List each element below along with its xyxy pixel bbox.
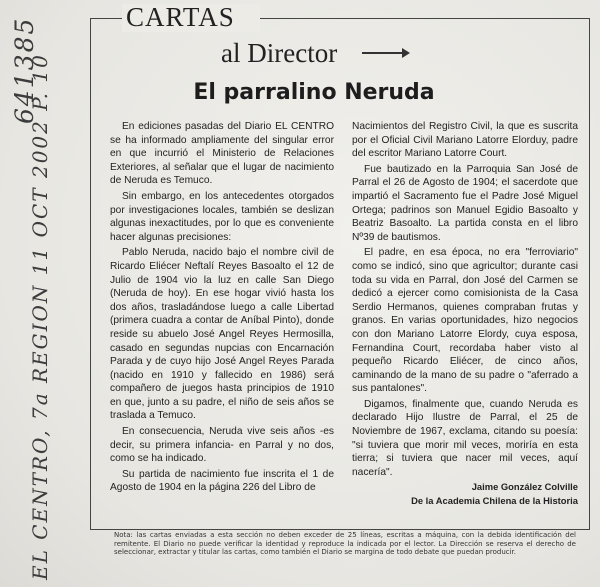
article-column-left <box>110 120 334 497</box>
article-title: El parralino Neruda <box>193 80 435 105</box>
section-title: CARTAS <box>126 2 235 32</box>
paragraph: Sin embargo, en los antecedentes otorgados por investigaciones locales, también se deslizan algunas inexactitudes, por lo que es conveniente hacer algunas precisiones: <box>110 190 334 243</box>
paragraph: El padre, en esa época, no era "ferroviario" como se indicó, sino que agricultor; durante casi toda su vida en Parral, don José del Carmen se dedicó a ejercer como comisionista de la Casa Serdio Hermanos, quienes compraban frutas y granos. En varias oportunidades, hizo negocios con don Mariano Latorre Elordy, cuya esposa, Fernandina Court, recordaba haber visto al pequeño Ricardo Eliécer, de cinco años, caminando de la mano de su padre o "aferrado a sus pantalones". <box>352 247 578 395</box>
handwritten-id-number: 641385 <box>10 16 39 124</box>
paragraph: Pablo Neruda, nacido bajo el nombre civil de Ricardo Eliécer Neftalí Reyes Basoalto el 12 de Julio de 1904 vio la luz en calle San Diego (Neruda de hoy). En ese hogar vivió hasta los dos años, trasladándose luego a calle Libertad (primera cuadra a contar de Aníbal Pinto), donde reside su abuelo José Angel Reyes Hermosilla, casado en segundas nupcias con Encarnación Parada y de cuyo hijo José Angel Reyes Parada (nacido en 1910 y fallecido en 1986) será compañero de juegos hasta principios de 1910 en que, junto a su padre, el niño de seis años se traslada a Temuco. <box>110 247 334 422</box>
signature-affiliation: De la Academia Chilena de la Historia <box>411 495 578 507</box>
paragraph: Su partida de nacimiento fue inscrita el 1 de Agosto de 1904 en la página 226 del Libro de <box>110 468 334 494</box>
header-arrow <box>362 52 406 54</box>
paragraph: Digamos, finalmente que, cuando Neruda es declarado Hijo Ilustre de Parral, el 25 de Noviembre de 1967, exclama, citando su poesía: "si tuviera que morir mil veces, moriría en esta tierra; si tuviera que nacer mil veces, aquí nacería". <box>352 398 578 478</box>
handwritten-source-date: EL CENTRO, 7a REGION 11 OCT 2002 P. 10 <box>28 53 52 580</box>
editorial-note: Nota: las cartas enviadas a esta sección no deben exceder de 25 líneas, escritas a máquina, con la debida identificación del remitente. El Diario no puede verificar la identidad y reproduce la indicada por el lector. La Dirección se reserva el derecho de seleccionar, extractar y titular las cartas, como también el Diario se margina de todo debate que puedan producir. <box>114 531 576 556</box>
paragraph: Nacimientos del Registro Civil, la que es suscrita por el Oficial Civil Mariano Latorre Elorduy, padre del escritor Mariano Latorre Court. <box>352 121 578 160</box>
paragraph: Fue bautizado en la Parroquia San José de Parral el 26 de Agosto de 1904; el sacerdote que impartió el Sacramento fue el Padre José Miguel Ortega; padrinos son Manuel Egidio Basoalto y Beatriz Basoalto. La partida consta en el libro Nº39 de bautismos. <box>352 163 578 243</box>
section-subtitle: al Director <box>221 38 338 68</box>
paragraph: En consecuencia, Neruda vive seis años -es decir, su primera infancia- en Parral y no dos, como se ha indicado. <box>110 426 334 465</box>
paragraph: En ediciones pasadas del Diario EL CENTRO se ha informado ampliamente del singular error en que incurrió el Ministerio de Relaciones Exteriores, al señalar que el lugar de nacimiento de Neruda es Temuco. <box>110 121 334 187</box>
article-column-right <box>352 120 578 509</box>
signature-name: Jaime González Colville <box>471 481 578 493</box>
